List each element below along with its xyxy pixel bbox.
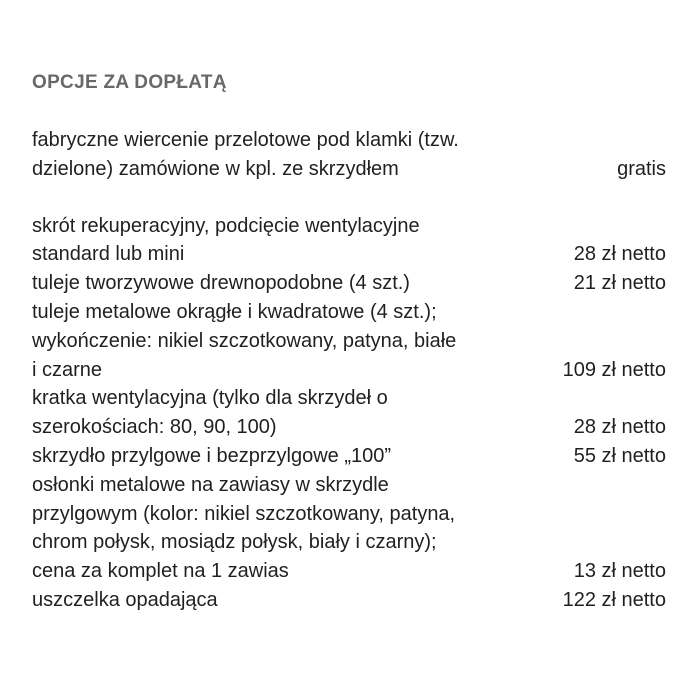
- option-row: [32, 298, 666, 384]
- option-description: [32, 212, 532, 270]
- option-description: [32, 442, 532, 471]
- option-description-line: standard lub mini: [32, 243, 185, 266]
- option-description-line: tuleje metalowe okrągłe i kwadratowe (4 szt.);: [32, 300, 437, 323]
- option-price: 28 zł netto: [573, 416, 666, 439]
- option-description-line: chrom połysk, mosiądz połysk, biały i czarny);: [32, 531, 437, 554]
- section-title: OPCJE ZA DOPŁATĄ: [32, 72, 227, 93]
- option-row: [32, 212, 666, 270]
- option-row: [32, 586, 666, 615]
- option-price: 109 zł netto: [562, 358, 666, 381]
- option-description-line: fabryczne wiercenie przelotowe pod klamki (tzw.: [32, 129, 459, 151]
- option-description-line: skrzydło przylgowe i bezprzylgowe „100”: [32, 444, 392, 467]
- option-description-line: cena za komplet na 1 zawias: [32, 560, 289, 583]
- option-description: [32, 586, 532, 615]
- option-description-line: kratka wentylacyjna (tylko dla skrzydeł o: [32, 387, 388, 410]
- option-description-line: szerokościach: 80, 90, 100): [32, 416, 277, 439]
- option-description-line: osłonki metalowe na zawiasy w skrzydle: [32, 473, 389, 496]
- options-table: [32, 126, 666, 615]
- option-description-line: przylgowym (kolor: nikiel szczotkowany, patyna,: [32, 502, 456, 525]
- option-row: [32, 269, 666, 298]
- option-price: gratis: [617, 157, 666, 180]
- option-row: [32, 442, 666, 471]
- option-price: 28 zł netto: [573, 243, 666, 266]
- option-description: [32, 298, 532, 384]
- option-description: [32, 126, 532, 184]
- option-description: [32, 269, 532, 298]
- option-description-line: i czarne: [32, 358, 103, 381]
- option-price: 21 zł netto: [573, 272, 666, 295]
- option-description-line: skrót rekuperacyjny, podcięcie wentylacyjne: [32, 214, 420, 237]
- option-description-line: dzielone) zamówione w kpl. ze skrzydłem: [32, 157, 399, 180]
- option-price: 55 zł netto: [573, 444, 666, 467]
- option-description-line: uszczelka opadająca: [32, 588, 218, 611]
- option-price: 122 zł netto: [562, 588, 666, 611]
- option-description-line: tuleje tworzywowe drewnopodobne (4 szt.): [32, 272, 410, 295]
- option-price: 13 zł netto: [573, 560, 666, 583]
- option-row: [32, 126, 666, 184]
- option-row: [32, 471, 666, 586]
- option-description: [32, 384, 532, 442]
- option-row: [32, 384, 666, 442]
- option-description: [32, 471, 532, 586]
- option-description-line: wykończenie: nikiel szczotkowany, patyna, białe: [32, 329, 457, 352]
